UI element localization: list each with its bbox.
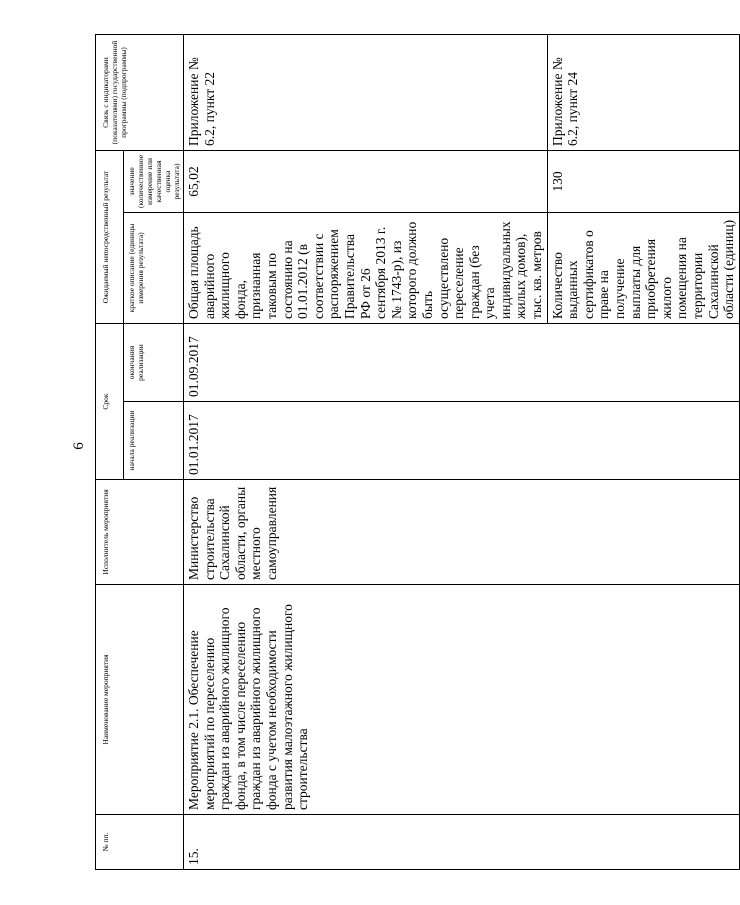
header-term: Срок: [96, 324, 124, 480]
header-executor: Исполнитель мероприятия: [96, 480, 184, 585]
indicator-link: Приложение № 6.2, пункт 24: [547, 35, 739, 151]
header-result-desc: краткое описание (единицы измерения результата): [124, 213, 184, 324]
activity-name: Мероприятие 2.1. Обеспечение мероприятий по переселению граждан из аварийного жилищного фонда, в том числе переселению граждан из аварийного жилищного фонда с учетом необходимости развития малоэтажного жилищного строительства: [184, 585, 740, 815]
table-row: [184, 35, 548, 870]
header-result: Ожидаемый непосредственный результат: [96, 151, 124, 324]
header-name: Наименование мероприятия: [96, 585, 184, 815]
header-row: [96, 35, 124, 870]
header-no: № пп.: [96, 815, 184, 870]
header-link: Связь с индикаторами (показателями) государственной программы (подпрограммы): [96, 35, 184, 151]
result-description: Количество выданных сертификатов о праве на получение выплаты для приобретения жилого помещения на территории Сахалинской области (единиц): [547, 213, 739, 324]
result-value: 65,02: [184, 151, 548, 213]
indicator-link: Приложение № 6.2, пункт 22: [184, 35, 548, 151]
header-result-value: значение (количественное измерение или качественная оценка результата): [124, 151, 184, 213]
header-term-start: начала реализации: [124, 402, 184, 480]
row-number: 15.: [184, 815, 740, 870]
result-description: Общая площадь аварийного жилищного фонда, признанная таковым по состоянию на 01.01.2012 (в соответствии с распоряжением Правительства РФ от 26 сентября 2013 г. № 1743-р), из которого должно быть осуществлено переселение граждан (без учета индивидуальных жилых домов), тыс. кв. метров: [184, 213, 548, 324]
start-date: 01.01.2017: [184, 402, 740, 480]
executor: Министерство строительства Сахалинской области, органы местного самоуправления: [184, 480, 740, 585]
end-date: 01.09.2017: [184, 324, 740, 402]
header-term-end: окончания реализации: [124, 324, 184, 402]
result-value: 130: [547, 151, 739, 213]
rotated-table-container: [95, 35, 737, 870]
program-table: [95, 34, 740, 870]
page-number: 6: [71, 442, 87, 450]
